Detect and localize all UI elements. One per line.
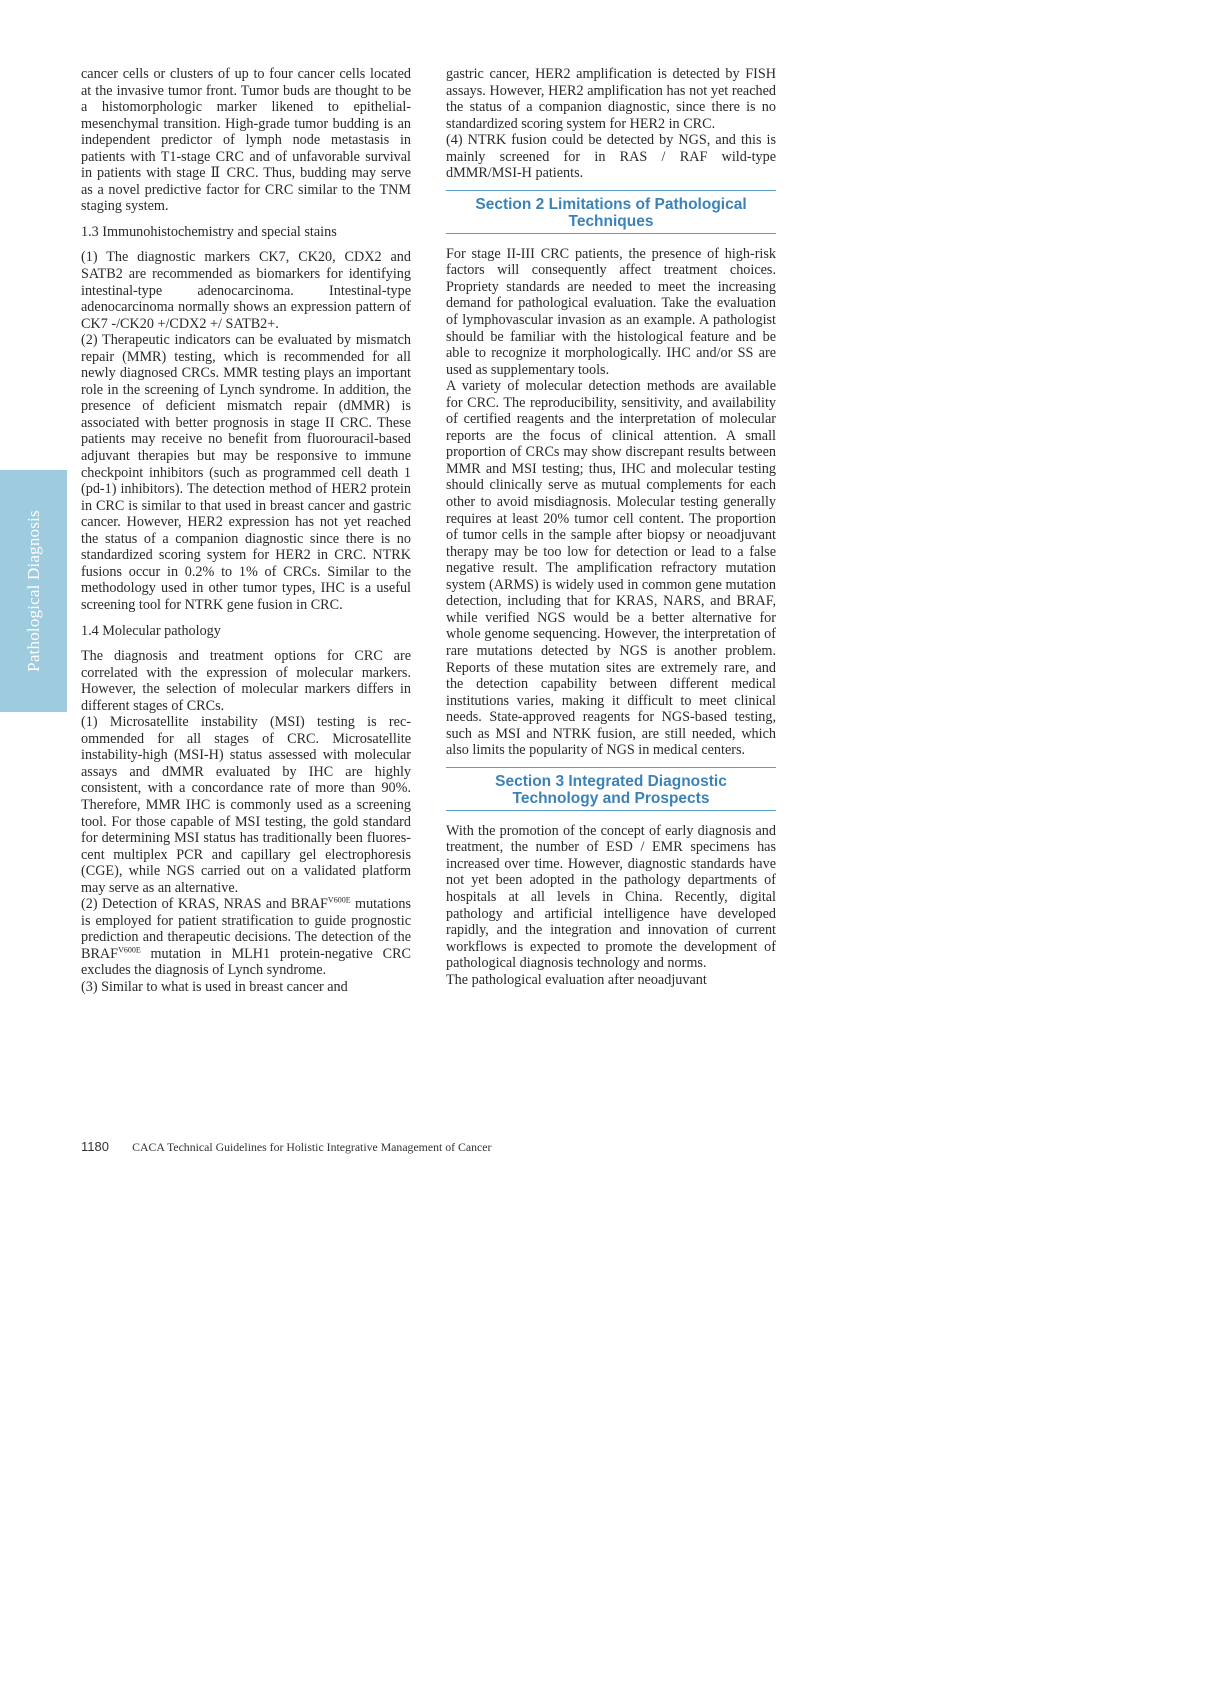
paragraph-ntrk-fusion: (4) NTRK fusion could be detected by NGS, and this is mainly screened for in RAS / RAF wild-type dMMR/MSI-H patients.	[446, 132, 776, 182]
section-2-title-line2: Techniques	[568, 212, 654, 230]
side-tab-label: Pathological Diagnosis	[23, 510, 43, 672]
paragraph-msi-testing: (1) Microsatellite instability (MSI) testing is recommended for all stages of CRC. Microsatellite instability-high (MSI-H) status assessed with molecular assays and dMMR evaluated by IHC are highly consistent, with a concordance rate of more than 90%. Therefore, MMR IHC is commonly used as a screening tool. For those capable of MSI testing, the gold standard for determining MSI status has traditionally been fluorescent multiplex PCR and capillary gel electrophoresis (CGE), while NGS carried out on a validated platform may serve as an alternative.	[81, 714, 411, 896]
paragraph-diagnostic-markers: (1) The diagnostic markers CK7, CK20, CDX2 and SATB2 are recommended as biomarkers for identifying intestinal-type adenocarcinoma. Intestinal-type adenocarcinoma normally shows an expression pattern of CK7 -/CK20 +/CDX2 +/ SATB2+.	[81, 249, 411, 332]
text-run: mutation in MLH1 protein-negative CRC excludes the diagnosis of Lynch syndrome.	[81, 945, 411, 979]
page-number: 1180	[81, 1139, 109, 1154]
paragraph-therapeutic-indicators: (2) Therapeutic indicators can be evaluated by mismatch repair (MMR) testing, which is recommended for all newly diagnosed CRCs. MMR testing plays an important role in the screening of Lynch syndrome. In addition, the presence of deficient mismatch repair (dMMR) is associated with better prognosis in stage II CRC. These patients may receive no benefit from fluorouracil-based adjuvant therapies but may be responsive to immune checkpoint inhibitors (such as programmed cell death 1 (pd-1) inhibitors). The detection method of HER2 protein in CRC is similar to that used in breast cancer and gastric cancer. However, HER2 expression has not yet reached the status of a companion diagnostic since there is no standardized scoring system for HER2 in CRC. NTRK fusions occur in 0.2% to 1% of CRCs. Similar to the methodology used in other tumor types, IHC is a useful screening tool for NTRK gene fusion in CRC.	[81, 332, 411, 613]
right-column	[446, 66, 776, 988]
section-2-title-line1: Section 2 Limitations of Pathological	[475, 195, 747, 213]
paragraph-early-diagnosis: With the promotion of the concept of early diagnosis and treatment, the number of ESD / EMR specimens has increased over time. However, diagnostic standards have not yet been adopted in the pathology departments of hospitals at all levels in China. Recently, digital pathology and artificial intelligence have developed rapidly, and the integration and innovation of current workflows is expected to promote the development of pathological diagnosis technology and norms.	[446, 822, 776, 972]
paragraph-stage-ii-iii: For stage II-III CRC patients, the presence of high-risk factors will consequently affect treatment choices. Propriety standards are needed to meet the increasing demand for pathological evaluation. Take the evaluation of lymphovascular invasion as an example. A pathologist should be familiar with the histological feature and be able to recognize it morphologically. IHC and/or SS are used as supplementary tools.	[446, 245, 776, 378]
paragraph-tumor-budding: cancer cells or clusters of up to four cancer cells located at the invasive tumor front. Tumor buds are thought to be a histomorphologic marker likened to epithelial-mesenchymal transition. High-grade tumor budding is an independent predictor of lymph node metastasis in patients with T1-stage CRC and of unfavorable survival in patients with stage Ⅱ CRC. Thus, budding may serve as a novel predictive factor for CRC similar to the TNM staging system.	[81, 66, 411, 215]
paragraph-neoadjuvant: The pathological evaluation after neoadjuvant	[446, 971, 707, 988]
left-column	[81, 66, 411, 996]
running-footer-title: CACA Technical Guidelines for Holistic Integrative Management of Cancer	[132, 1140, 492, 1154]
paragraph-molecular-markers: The diagnosis and treatment options for CRC are correlated with the expression of molecular markers. However, the selection of molecular markers differs in different stages of CRCs.	[81, 648, 411, 714]
section-2-heading	[446, 190, 776, 234]
subheading-ihc: 1.3 Immunohistochemistry and special stains	[81, 223, 337, 240]
section-3-heading	[446, 767, 776, 811]
paragraph-molecular-methods: A variety of molecular detection methods are available for CRC. The reproducibility, sensitivity, and availability of certified reagents and the interpretation of molecular reports are the focus of clinical attention. A small proportion of CRCs may show discrepant results between MMR and MSI testing; thus, IHC and molecular testing should clinically serve as mutual complements for each other to avoid misdiagnosis. Molecular testing generally requires at least 20% tumor cell content. The proportion of tumor cells in the sample after biopsy or neoadjuvant therapy may be too low for detection or lead to a false negative result. The amplification refractory mutation system (ARMS) is widely used in common gene mutation detection, including that for KRAS, NARS, and BRAF, while verified NGS would be a better alternative for whole genome sequencing. However, the interpretation of rare mutations detected by NGS is another problem. Reports of these mutation sites are extremely rare, and the detection capability between different medical institutions varies, making it difficult to meet clinical needs. State-approved reagents for NGS-based testing, such as MSI and NTRK fusion, are still needed, which also limits the popularity of NGS in medical centers.	[446, 378, 776, 759]
side-section-tab	[0, 470, 67, 712]
superscript-v600e: V600E	[327, 895, 351, 905]
paragraph-her2-fish: gastric cancer, HER2 amplification is detected by FISH assays. However, HER2 amplification has not yet reached the status of a companion diagnostic, since there is no standardized scoring system for HER2 in CRC.	[446, 66, 776, 132]
page-footer	[81, 1139, 491, 1155]
subheading-molecular-pathology: 1.4 Molecular pathology	[81, 622, 221, 639]
paragraph-her2-similar: (3) Similar to what is used in breast cancer and	[81, 978, 348, 995]
superscript-v600e: V600E	[118, 945, 141, 955]
paragraph-kras-braf	[81, 896, 411, 979]
section-3-title-line2: Technology and Prospects	[512, 789, 710, 807]
text-run: (2) Detection of KRAS, NRAS and BRAF	[81, 896, 328, 913]
section-3-title-line1: Section 3 Integrated Diagnostic	[495, 772, 727, 790]
text-run: mutations is employed for patient stratification to guide prognostic prediction and therapeutic decisions. The detection of the BRAF	[81, 896, 411, 962]
